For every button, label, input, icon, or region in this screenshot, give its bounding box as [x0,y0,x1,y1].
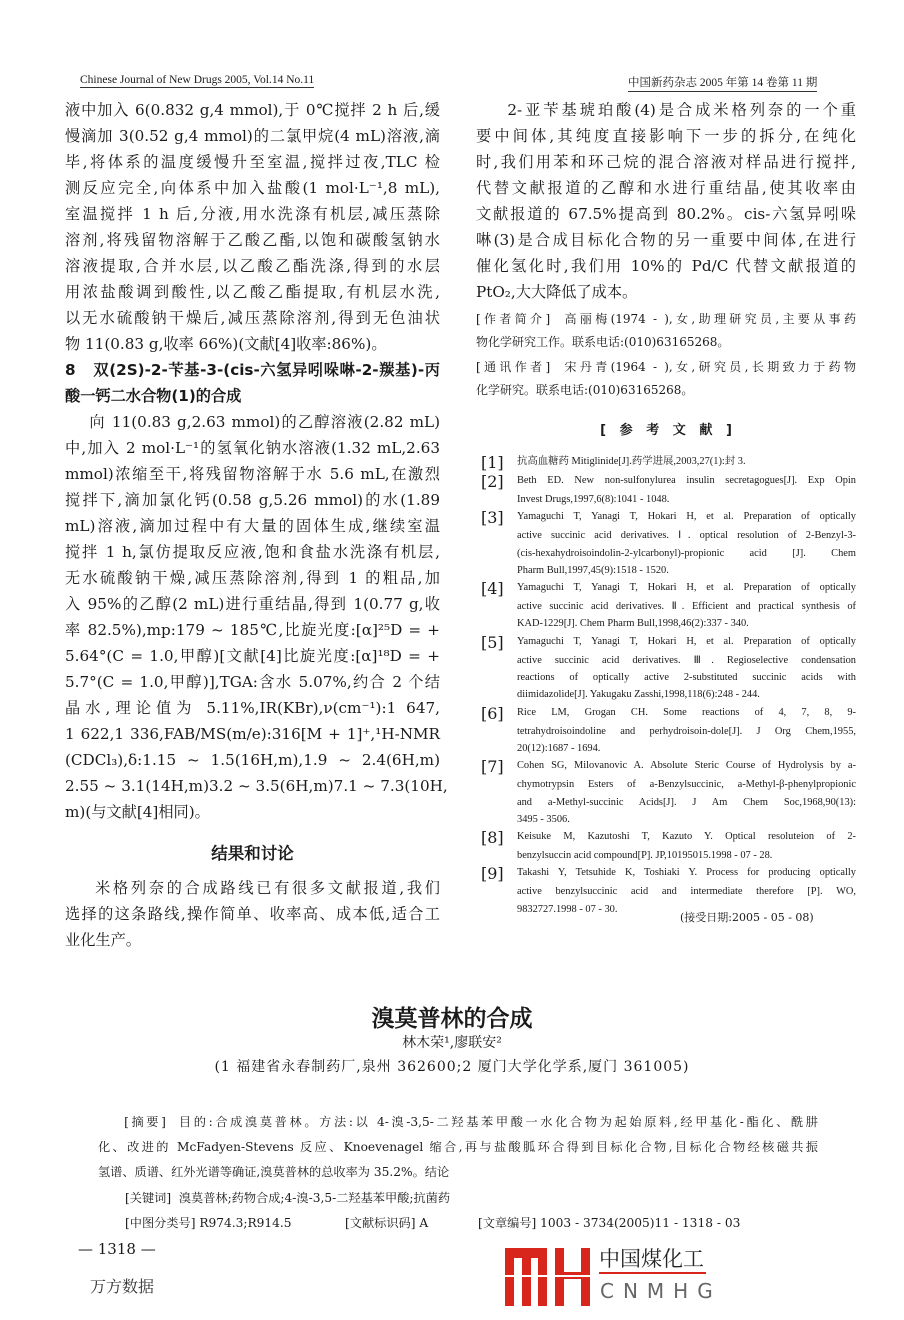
reference-text: and a-Methyl-succinic Acids[J]. J Am Chem Soc,1968,90(13): [517,796,856,808]
text-line: 用浓盐酸调到酸性,以乙酸乙酯提取,有机层水洗, [65,283,440,301]
reference-number: [2] [481,472,504,491]
author-intro [476,308,856,354]
reference-text: benzylsuccin acid compound[P]. JP,10195015.1998 - 07 - 28. [517,850,773,862]
reference-line [481,757,856,776]
text-line: 无水硫酸钠干燥,减压蒸除溶剂,得到 1 的粗品,加 [65,569,440,587]
reference-line [481,828,856,847]
reference-line [481,472,856,491]
reference-text: active succinic acid derivatives. Ⅱ. Efficient and practical synthesis of [517,601,856,613]
reference-number [481,491,517,508]
text-line: 搅拌 1 h,氯仿提取反应液,饱和食盐水洗涤有机层, [65,543,440,561]
classification-number: [中图分类号] R974.3;R914.5 [125,1216,292,1230]
reference-line [481,811,856,828]
reference-number [481,847,517,864]
footer-source: 万方数据 [90,1277,155,1296]
reference-text: active succinic acid derivatives. Ⅰ. optical resolution of 2-Benzyl-3- [517,530,856,542]
watermark-latin: CNMHG [600,1279,722,1303]
keywords: [关键词] 溴莫普林;药物合成;4-溴-3,5-二羟基苯甲酸;抗菌药 [125,1191,451,1205]
text-line: 米格列奈的合成路线已有很多文献报道,我们 [65,879,440,897]
reference-number [481,740,517,757]
reference-line [481,508,856,527]
reference-number [481,669,517,686]
reference-number [481,545,517,562]
reference-text: Beth ED. New non-sulfonylurea insulin secretagogues[J]. Exp Opin [517,475,856,486]
left-para-2 [65,409,448,825]
text-line: 溶液提取,合并水层,以乙酸乙酯洗涤,得到的水层 [65,257,440,275]
reference-line [481,579,856,598]
reference-number: [8] [481,828,504,848]
received-date: (接受日期:2005 - 05 - 08) [680,911,814,924]
text-line: 毕,将体系的温度缓慢升至室温,搅拌过夜,TLC 检 [65,153,440,171]
text-line: mL)溶液,滴加过程中有大量的固体生成,继续室温 [65,517,440,535]
text-line: [作者简介] 高丽梅(1974 - ),女,助理研究员,主要从事药 [476,312,856,326]
reference-line [481,847,856,864]
reference-text: Takashi Y, Tetsuhide K, Toshiaki Y. Process for producing optically [517,867,856,879]
reference-text: active succinic acid derivatives. Ⅲ. Regioselective condensation [517,654,856,666]
references-heading: [ 参 考 文 献 ] [600,423,732,438]
text-line: 啉(3)是合成目标化合物的另一重要中间体,在进行 [476,231,856,249]
reference-number: [1] [481,453,504,472]
reference-text: tetrahydroisoindoline and perhydroisoin-dole[J]. J Org Chem,1955, [517,725,856,737]
text-line: PtO₂,大大降低了成本。 [476,283,638,301]
text-line: [通讯作者] 宋丹青(1964 - ),女,研究员,长期致力于药物 [476,360,856,374]
reference-line [481,669,856,686]
text-line: 酸一钙二水合物(1)的合成 [65,387,242,405]
text-line: 慢滴加 3(0.52 g,4 mmol)的二氯甲烷(4 mL)溶液,滴 [65,127,440,145]
text-line: 5.7°(C = 1.0,甲醇)],TGA:含水 5.07%,约合 2 个结 [65,673,440,691]
reference-list [481,453,856,918]
text-line: 文献报道的 67.5%提高到 80.2%。cis-六氢异吲哚 [476,205,856,223]
page-number: — 1318 — [78,1240,156,1258]
running-header-right: 中国新药杂志 2005 年第 14 卷第 11 期 [628,74,817,92]
reference-line [481,615,856,632]
reference-text: Yamaguchi T, Yanagi T, Hokari H, et al. Preparation of optically [517,582,856,594]
reference-text: 20(12):1687 - 1694. [517,742,601,754]
reference-line [481,527,856,544]
reference-text: (cis-hexahydroisoindolin-2-ylcarbonyl)-propionic acid [J]. Chem [517,547,856,559]
text-line: 溶剂,将残留物溶解于乙酸乙酯,以饱和碳酸氢钠水 [65,231,440,249]
reference-text: chymotrypsin Esters of a-Benzylsuccinic, a-Methyl-β-phenylpropionic [517,779,856,791]
reference-number [481,723,517,740]
text-line: 室温搅拌 1 h 后,分液,用水洗涤有机层,减压蒸除 [65,205,440,223]
reference-line [481,883,856,900]
reference-number [481,615,517,632]
reference-text: 抗高血糖药 Mitiglinide[J].药学进展,2003,27(1):封 3. [517,456,746,467]
left-para-1 [65,97,440,357]
text-line: 2-亚苄基琥珀酸(4)是合成米格列奈的一个重 [476,101,856,119]
text-line: 化、改进的 McFadyen-Stevens 反应、Knoevenagel 缩合,再与盐酸胍环合得到目标化合物,目标化合物经核磁共振 [98,1140,818,1154]
text-line: 以无水硫酸钠干燥后,减压蒸除溶剂,得到无色油状 [65,309,440,327]
text-line: 业化生产。 [65,931,141,949]
results-heading: 结果和讨论 [211,844,294,863]
text-line: 8 双(2S)-2-苄基-3-(cis-六氢异吲哚啉-2-羰基)-丙 [65,361,440,379]
document-code: [文献标识码] A [345,1216,429,1230]
reference-number [481,794,517,811]
watermark-logo [503,1246,833,1308]
reference-line [481,491,856,508]
reference-text: diimidazolide[J]. Yakugaku Zasshi,1998,118(6):248 - 244. [517,689,760,701]
reference-line [481,453,856,472]
reference-number: [4] [481,579,504,599]
text-line: 液中加入 6(0.832 g,4 mmol),于 0℃搅拌 2 h 后,缓 [65,101,440,119]
reference-text: 3495 - 3506. [517,813,570,825]
reference-line [481,740,856,757]
reference-number: [6] [481,703,504,723]
text-line: 入 95%的乙醇(2 mL)进行重结晶,得到 1(0.77 g,收 [65,595,440,613]
reference-text: Rice LM, Grogan CH. Some reactions of 4, 7, 8, 9- [517,706,856,718]
text-line: 晶水,理论值为 5.11%,IR(KBr),ν(cm⁻¹):1 647, [65,699,440,717]
reference-text: active benzylsuccinic acid and intermediate therefore [P]. WO, [517,886,856,898]
abstract [98,1110,818,1185]
reference-number [481,527,517,544]
text-line: 要中间体,其纯度直接影响下一步的拆分,在纯化 [476,127,856,145]
reference-line [481,633,856,652]
cnmhg-logo-icon [503,1246,591,1306]
reference-number [481,598,517,615]
watermark-chinese: 中国煤化工 [599,1246,706,1274]
reference-number [481,776,517,793]
text-line: 化学研究。联系电话:(010)63165268。 [476,383,694,397]
reference-line [481,686,856,703]
text-line: 物化学研究工作。联系电话:(010)63165268。 [476,335,730,349]
text-line: 中,加入 2 mol·L⁻¹的氢氧化钠水溶液(1.32 mL,2.63 [65,439,440,457]
reference-number [481,652,517,669]
text-line: 搅拌下,滴加氯化钙(0.58 g,5.26 mmol)的水(1.89 [65,491,440,509]
reference-text: 9832727.1998 - 07 - 30. [517,903,618,915]
reference-line [481,723,856,740]
reference-line [481,776,856,793]
reference-text: KAD-1229[J]. Chem Pharm Bull,1998,46(2):337 - 340. [517,618,749,630]
text-line: 向 11(0.83 g,2.63 mmol)的乙醇溶液(2.82 mL) [65,413,440,431]
reference-text: Invest Drugs,1997,6(8):1041 - 1048. [517,494,670,505]
section-8-heading [65,357,440,409]
reference-number: [5] [481,632,504,652]
text-line: 1 622,1 336,FAB/MS(m/e):316[M + 1]⁺,¹H-NMR [65,725,440,743]
reference-line [481,864,856,883]
corresponding-author [476,356,856,402]
reference-text: Yamaguchi T, Yanagi T, Hokari H, et al. Preparation of optically [517,511,856,523]
reference-number [481,562,517,579]
reference-number [481,686,517,703]
text-line: (CDCl₃),δ:1.15 ~ 1.5(16H,m),1.9 ~ 2.4(6H,m) [65,751,440,769]
text-line: 5.64°(C = 1.0,甲醇)[文献[4]比旋光度:[α]¹⁸D = + [65,647,440,665]
reference-text: Keisuke M, Kazutoshi T, Kazuto Y. Optical resoluteion of 2- [517,831,856,843]
reference-line [481,545,856,562]
reference-line [481,652,856,669]
text-line: 代替文献报道的乙醇和水进行重结晶,使其收率由 [476,179,856,197]
reference-line [481,794,856,811]
text-line: mmol)浓缩至干,将残留物溶解于水 5.6 mL,在激烈 [65,465,440,483]
running-header-left: Chinese Journal of New Drugs 2005, Vol.14 No.11 [80,74,315,86]
reference-line [481,704,856,723]
reference-number [481,883,517,900]
reference-text: reactions of optically active 2-substituted succinic acids with [517,672,856,684]
text-line: 催化氢化时,我们用 10%的 Pd/C 代替文献报道的 [476,257,856,275]
text-line: 时,我们用苯和环己烷的混合溶液对样品进行搅拌, [476,153,856,171]
text-line: m)(与文献[4]相同)。 [65,803,210,821]
reference-line [481,562,856,579]
text-line: 氢谱、质谱、红外光谱等确证,溴莫普林的总收率为 35.2%。结论 [98,1165,450,1179]
reference-number: [3] [481,508,504,528]
reference-number [481,901,517,918]
reference-text: Yamaguchi T, Yanagi T, Hokari H, et al. Preparation of optically [517,635,856,647]
article-number: [文章编号] 1003 - 3734(2005)11 - 1318 - 03 [478,1216,741,1230]
text-line: 测反应完全,向体系中加入盐酸(1 mol·L⁻¹,8 mL), [65,179,440,197]
text-line: 选择的这条路线,操作简单、收率高、成本低,适合工 [65,905,440,923]
text-line: 率 82.5%),mp:179 ~ 185℃,比旋光度:[α]²⁵D = + [65,621,440,639]
reference-number [481,811,517,828]
reference-number: [9] [481,864,504,884]
text-line: 2.55 ~ 3.1(14H,m)3.2 ~ 3.5(6H,m)7.1 ~ 7.3(10H, [65,777,448,795]
text-line: 物 11(0.83 g,收率 66%)(文献[4]收率:86%)。 [65,335,387,353]
reference-number: [7] [481,757,504,777]
reference-text: Cohen SG, Milovanovic A. Absolute Steric Course of Hydrolysis by a- [517,760,856,772]
article-authors: 林木荣¹,廖联安² [402,1035,502,1051]
reference-text: Pharm Bull,1997,45(9):1518 - 1520. [517,564,669,576]
left-para-3 [65,875,440,953]
right-para-1 [476,97,856,305]
text-line: [摘要] 目的:合成溴莫普林。方法:以 4-溴-3,5-二羟基苯甲酸一水化合物为起始原料,经甲基化-酯化、酰肼 [98,1115,818,1129]
reference-line [481,598,856,615]
article-affiliation: (1 福建省永春制药厂,泉州 362600;2 厦门大学化学系,厦门 361005) [214,1059,690,1075]
article-title: 溴莫普林的合成 [371,1006,533,1032]
